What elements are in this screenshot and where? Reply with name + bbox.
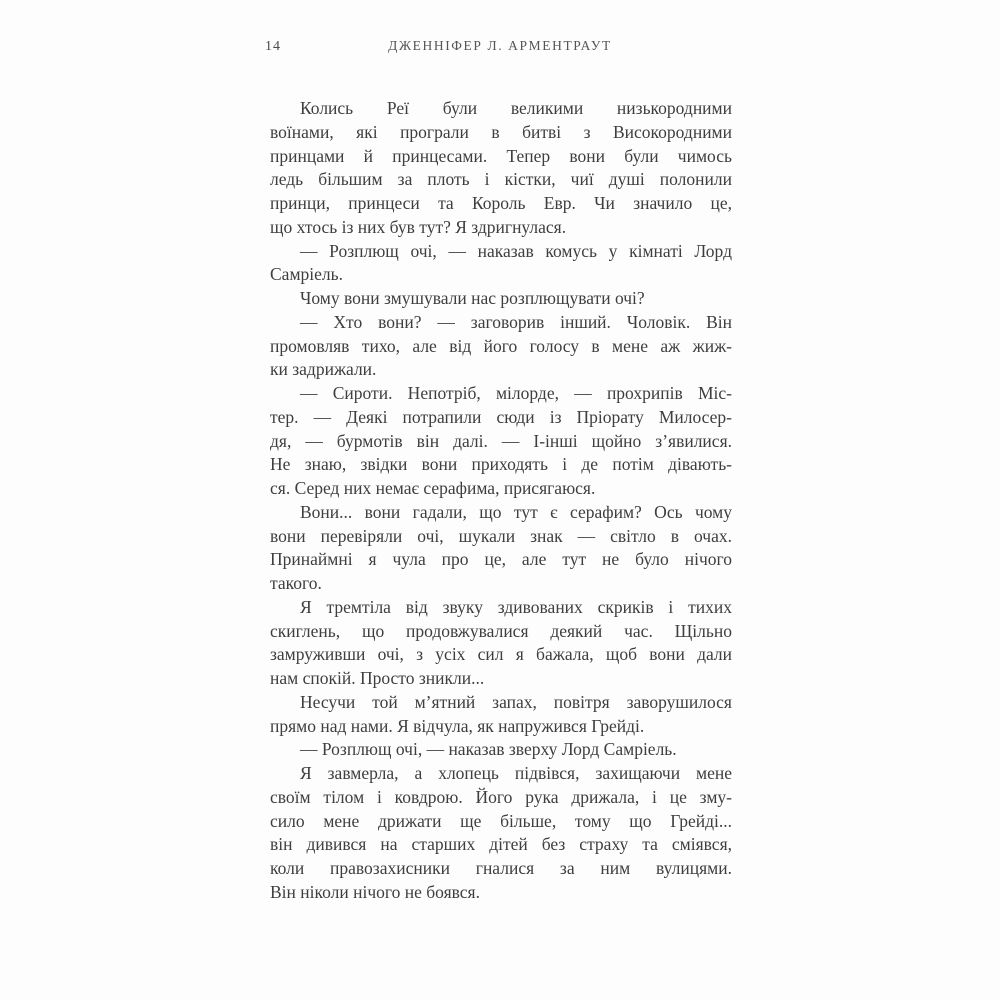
text-line: Принаймні я чула про це, але тут не було нічого (270, 549, 732, 570)
text-line: Чому вони змушували нас розплющувати очі? (300, 288, 645, 308)
text-line: нам спокій. Просто зникли... (270, 668, 485, 688)
text-line: Він ніколи нічого не боявся. (270, 881, 480, 902)
text-line: тер. — Деякі потрапили сюди із Пріорату Милосер- (270, 406, 732, 427)
text-line: Я завмерла, а хлопець підвівся, захищаючи мене (300, 763, 732, 783)
text-line: скиглень, що продовжувалися деякий час. Щільно (270, 620, 732, 641)
text-line: — Розплющ очі, — наказав зверху Лорд Самріель. (300, 739, 677, 760)
text-line: Вони... вони гадали, що тут є серафим? Ось чому (300, 501, 732, 522)
text-line: Я тремтіла від звуку здивованих скриків і тихих (300, 596, 732, 617)
text-line: промовляв тихо, але від його голосу в мене аж жиж- (270, 335, 732, 356)
text-line: ледь більшим за плоть і кістки, чиї душі полонили (270, 169, 732, 190)
text-line: принцами й принцесами. Тепер вони були чимось (270, 145, 732, 166)
text-line: замруживши очі, з усіх сил я бажала, щоб вони дали (270, 644, 732, 665)
text-line: коли правозахисники гналися за ним вулицями. (270, 858, 732, 878)
text-line: — Хто вони? — заговорив інший. Чоловік. Він (300, 311, 732, 332)
text-line: такого. (270, 573, 322, 593)
text-line: прямо над нами. Я відчула, як напружився Грейді. (270, 715, 645, 736)
text-line: ся. Серед них немає серафима, присягаюся. (270, 478, 596, 498)
page-number: 14 (265, 39, 281, 54)
text-line: він дивився на старших дітей без страху та сміявся, (270, 834, 732, 855)
text-line: воїнами, які програли в битві з Високородними (270, 121, 732, 142)
text-line: Несучи той м’ятний запах, повітря заворушилося (300, 691, 732, 712)
text-line: ки задрижали. (270, 359, 377, 380)
text-line: Не знаю, звідки вони приходять і де потім дівають- (270, 454, 732, 475)
text-line: вони перевіряли очі, шукали знак — світло в очах. (270, 525, 732, 546)
page-header (265, 36, 732, 56)
text-line: дя, — бурмотів він далі. — І-інші щойно з’явилися. (270, 430, 732, 451)
text-line: що хтось із них був тут? Я здригнулася. (270, 216, 567, 237)
text-line: сило мене дрижати ще більше, тому що Грейді... (270, 810, 732, 831)
text-line: — Сироти. Непотріб, мілорде, — прохрипів Міс- (300, 383, 732, 403)
text-line: — Розплющ очі, — наказав комусь у кімнаті Лорд (300, 240, 732, 261)
text-line: своїм тілом і ковдрою. Його рука дрижала, і це зму- (270, 786, 732, 807)
text-line: Колись Реї були великими низькородними (300, 98, 732, 118)
text-line: Самріель. (270, 264, 343, 285)
text-block (270, 97, 732, 905)
text-line: принци, принцеси та Король Евр. Чи значило це, (270, 193, 732, 213)
running-title: ДЖЕННІФЕР Л. АРМЕНТРАУТ (388, 38, 612, 53)
